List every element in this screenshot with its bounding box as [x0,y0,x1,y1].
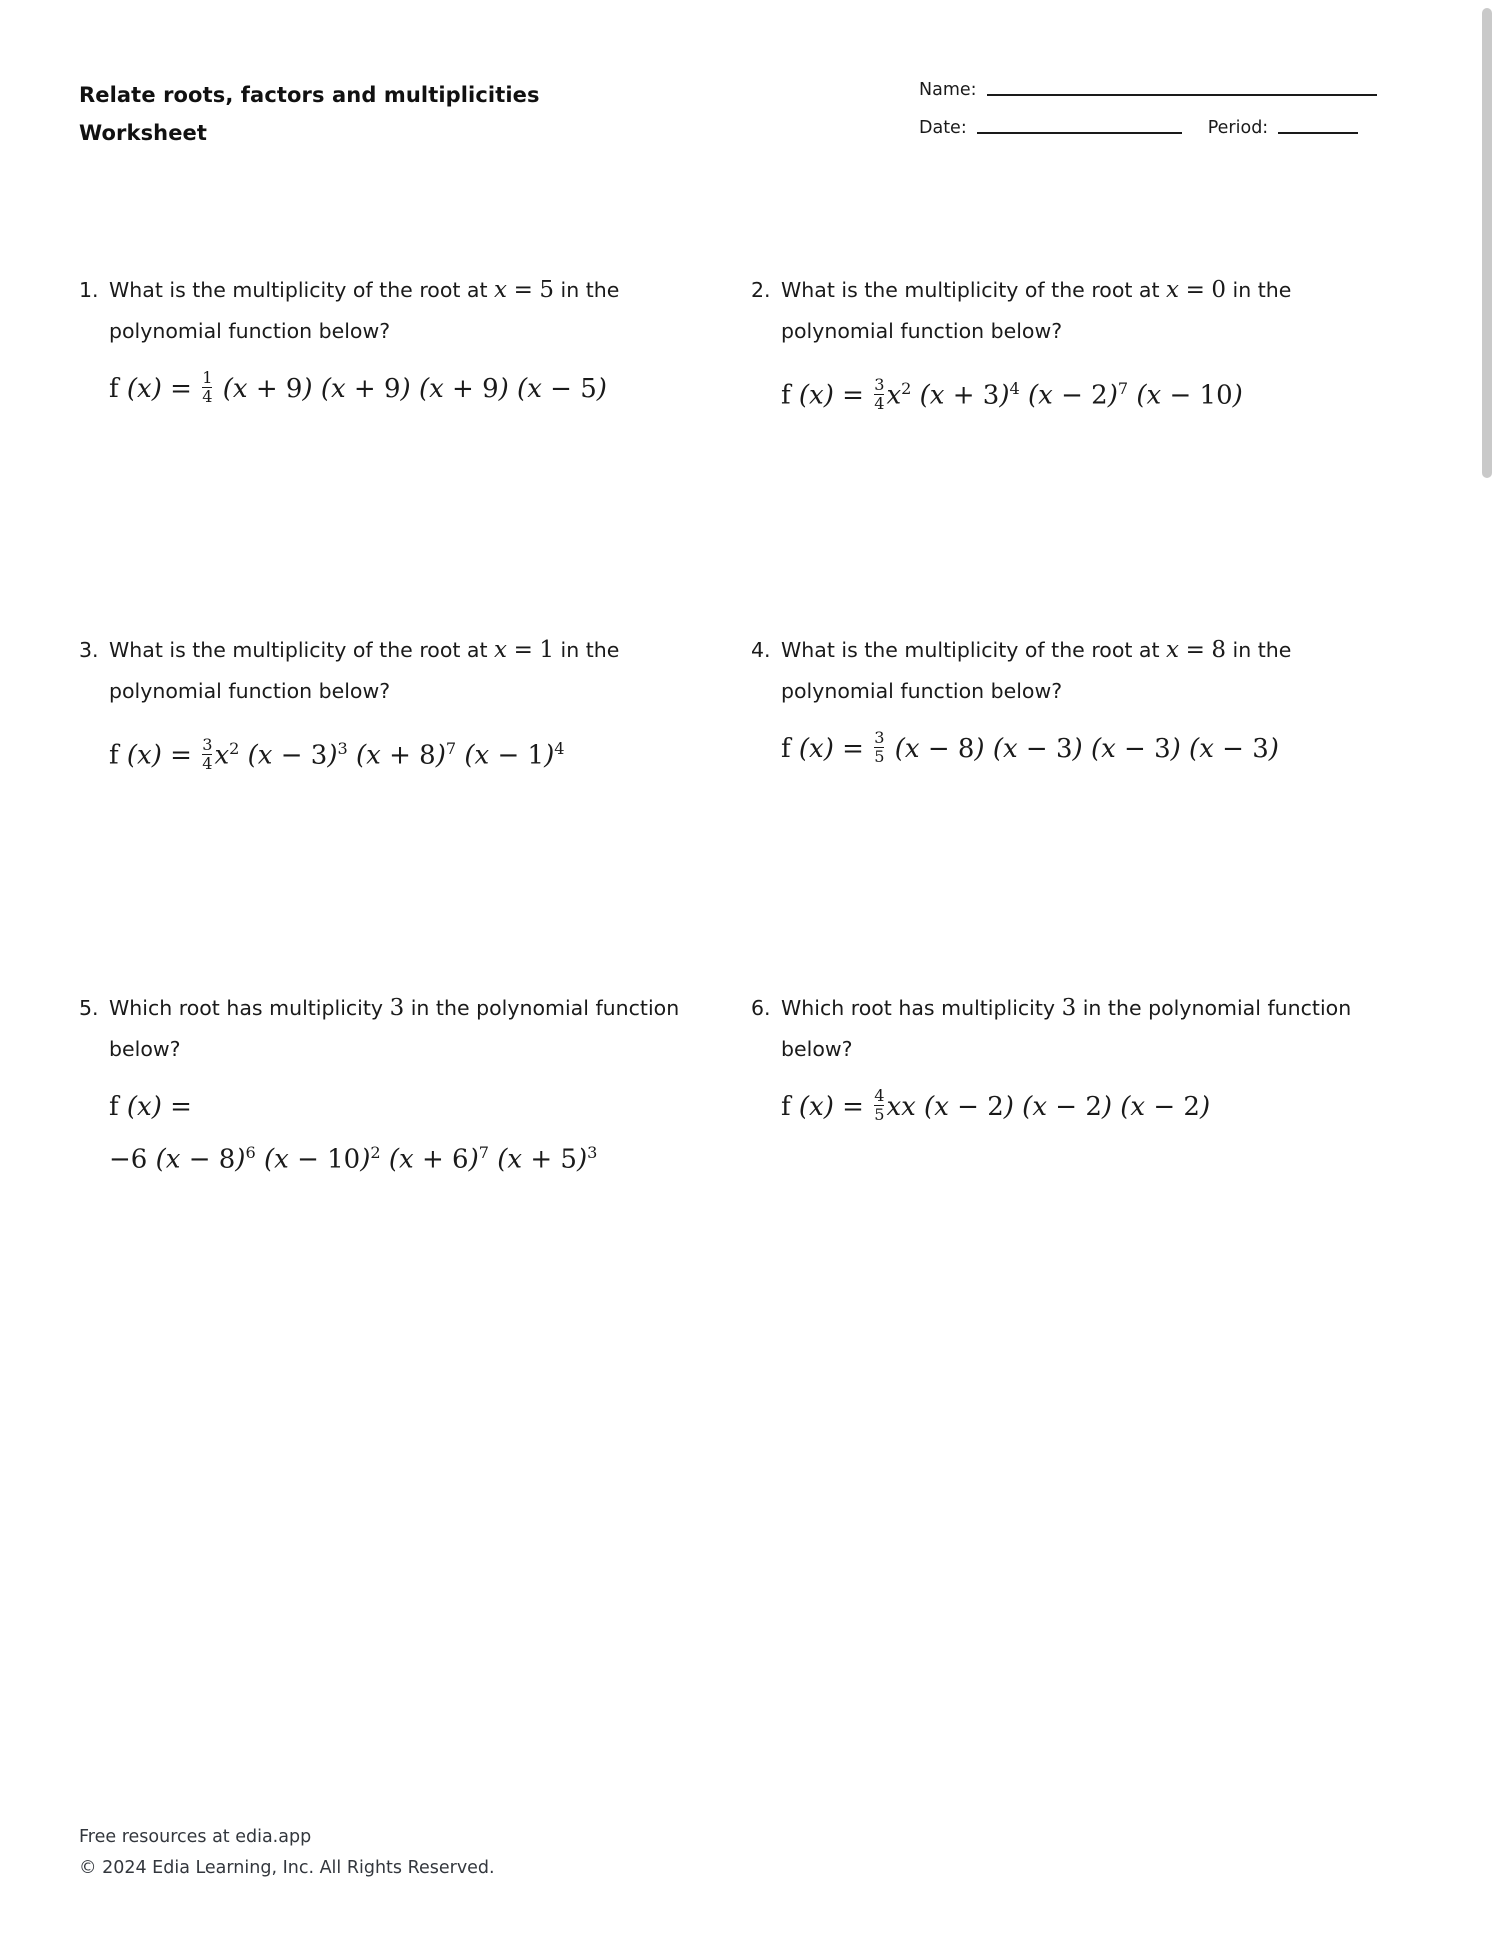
question-row [79,270,1424,630]
date-input-line[interactable] [977,132,1182,134]
question-2-formula: f (x) = $\frac{3}{4}$ $x^2$ $(x + 3)^4$ $(x - 2)^7$ (x − 10) [781,375,1243,413]
question-6-formula: f (x) = $\frac{4}{5}$ xx (x − 2) (x − 2) (x − 2) [781,1086,1211,1125]
scrollbar-thumb[interactable] [1482,8,1492,478]
question-6-text: Which root has multiplicity 3 in the polynomial function below? [781,995,1352,1061]
page-title [79,76,719,152]
question-row [79,988,1424,1288]
name-label: Name: [919,80,977,100]
question-3-text: What is the multiplicity of the root at x = 1 in the polynomial function below? [109,637,620,703]
question-2-prompt [751,270,1383,352]
question-row [79,630,1424,988]
question-4-prompt [751,630,1383,712]
question-1-prompt [79,270,711,352]
date-label: Date: [919,118,967,138]
page-scrollbar[interactable] [1486,0,1496,1944]
footer-copyright-line: © 2024 Edia Learning, Inc. All Rights Reserved. [79,1858,495,1878]
question-4-text: What is the multiplicity of the root at x = 8 in the polynomial function below? [781,637,1292,703]
question-1-number: 1. [79,278,99,302]
question-3-prompt [79,630,711,712]
question-5-prompt [79,988,711,1070]
question-4-formula: f (x) = $\frac{3}{5}$ (x − 8) (x − 3) (x − 3) (x − 3) [781,728,1279,767]
question-3-number: 3. [79,638,99,662]
question-4-number: 4. [751,638,771,662]
period-input-line[interactable] [1278,132,1358,134]
question-5-formula: f (x) = −6 $(x - 8)^6$ $(x - 10)^2$ $(x + 6)^7$ $(x + 5)^3$ [109,1092,598,1175]
date-period-row [919,118,1479,138]
question-5-text: Which root has multiplicity 3 in the polynomial function below? [109,995,680,1061]
footer-resource-line: Free resources at edia.app [79,1827,312,1847]
question-3 [79,630,751,988]
question-6-number: 6. [751,996,771,1020]
question-6 [751,988,1423,1288]
worksheet-header [79,76,1409,166]
question-4 [751,630,1423,988]
name-row [919,80,1479,100]
question-2-number: 2. [751,278,771,302]
question-5 [79,988,751,1288]
question-2 [751,270,1423,630]
page-title-line1: Relate roots, factors and multiplicities [79,83,540,107]
name-input-line[interactable] [987,94,1377,96]
page-footer [79,1822,495,1884]
question-6-prompt [751,988,1383,1070]
question-1-text: What is the multiplicity of the root at x = 5 in the polynomial function below? [109,277,620,343]
student-info-block [919,80,1479,156]
questions-grid [79,270,1424,1288]
question-1-formula: f (x) = $\frac{1}{4}$ (x + 9) (x + 9) (x + 9) (x − 5) [109,368,607,407]
question-5-number: 5. [79,996,99,1020]
question-2-text: What is the multiplicity of the root at x = 0 in the polynomial function below? [781,277,1292,343]
question-1 [79,270,751,630]
question-3-formula: f (x) = $\frac{3}{4}$ $x^2$ $(x - 3)^3$ $(x + 8)^7$ $(x - 1)^4$ [109,735,565,773]
page-title-line2: Worksheet [79,121,208,145]
period-label: Period: [1207,118,1269,138]
